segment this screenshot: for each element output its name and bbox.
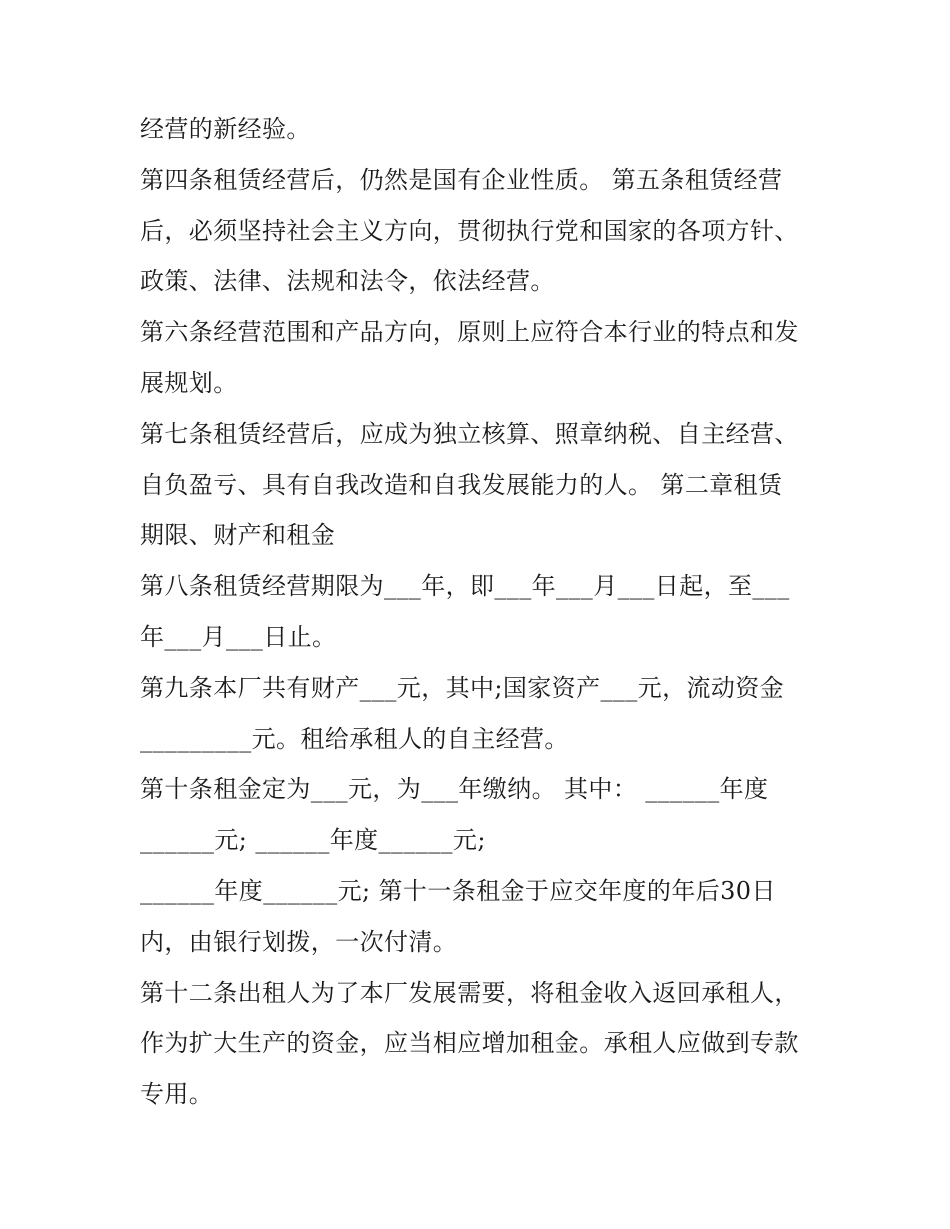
text-line: ______元; ______年度______元;	[140, 826, 486, 855]
text-line: 专用。	[140, 1080, 214, 1109]
text-line: 作为扩大生产的资金，应当相应增加租金。承租人应做到专款	[140, 1029, 799, 1058]
text-line: 第七条租赁经营后，应成为独立核算、照章纳税、自主经营、	[140, 419, 799, 448]
text-line: 内，由银行划拨，一次付清。	[140, 927, 458, 956]
text-line: 自负盈亏、具有自我改造和自我发展能力的人。 第二章租赁	[140, 470, 783, 499]
text-line: 第六条经营范围和产品方向，原则上应符合本行业的特点和发	[140, 318, 799, 347]
text-line: _________元。租给承租人的自主经营。	[140, 724, 569, 753]
text-line: 期限、财产和租金	[140, 521, 336, 550]
text-line: 第四条租赁经营后，仍然是国有企业性质。 第五条租赁经营	[140, 165, 783, 194]
text-line: ______年度______元; 第十一条租金于应交年度的年后30日	[140, 876, 776, 905]
text-line: 经营的新经验。	[140, 115, 311, 143]
text-line: 第九条本厂共有财产___元，其中;国家资产___元，流动资金	[140, 673, 785, 702]
text-line: 政策、法律、法规和法令，依法经营。	[140, 267, 555, 296]
text-line: 年___月___日止。	[140, 622, 337, 651]
text-line: 第八条租赁经营期限为___年，即___年___月___日起，至___	[140, 572, 790, 601]
text-line: 第十二条出租人为了本厂发展需要，将租金收入返回承租人，	[140, 978, 799, 1007]
text-line: 后，必须坚持社会主义方向，贯彻执行党和国家的各项方针、	[140, 216, 799, 245]
text-line: 展规划。	[140, 368, 238, 397]
text-line: 第十条租金定为___元，为___年缴纳。 其中： ______年度	[140, 775, 769, 804]
document-body	[140, 104, 820, 1120]
